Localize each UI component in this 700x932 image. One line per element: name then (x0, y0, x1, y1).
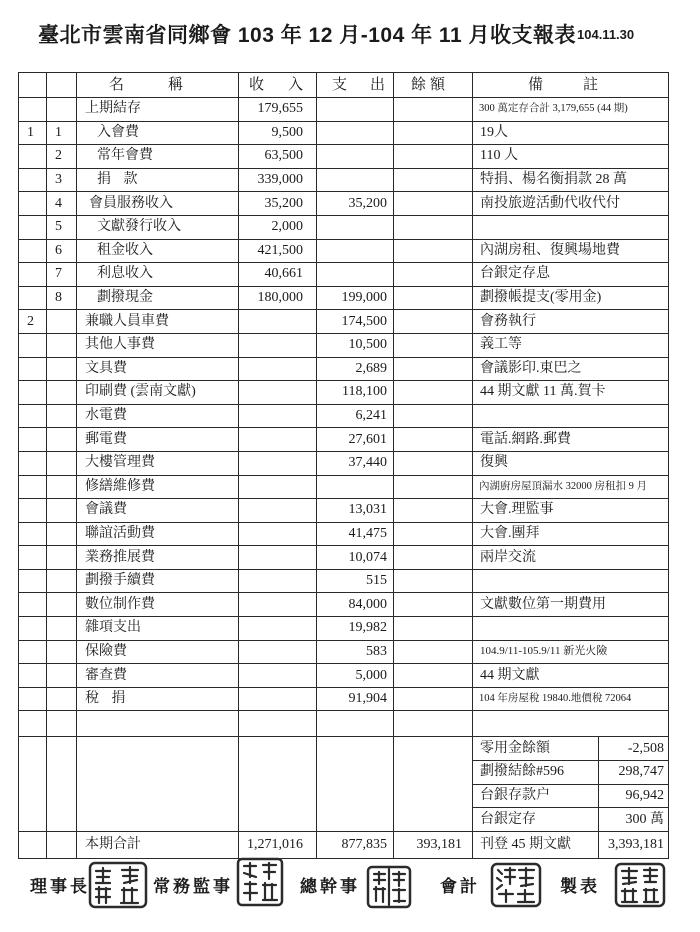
balance-amount (394, 145, 473, 169)
remark: 104.9/11-105.9/11 新光火險 (473, 640, 669, 664)
minor-index (47, 475, 77, 499)
expense-amount: 2,689 (317, 357, 394, 381)
minor-index: 4 (47, 192, 77, 216)
blank-cell (19, 831, 47, 858)
income-amount (239, 381, 317, 405)
total-remark: 刊登 45 期文獻 (473, 831, 599, 858)
table-row (19, 428, 669, 452)
item-name: 其他人事費 (77, 333, 239, 357)
remark (473, 404, 669, 428)
report-date: 104.11.30 (577, 27, 635, 42)
blank-cell (19, 737, 47, 831)
major-index (19, 451, 47, 475)
major-index (19, 381, 47, 405)
remark: 義工等 (473, 333, 669, 357)
item-name: 稅 捐 (77, 687, 239, 711)
item-name: 印刷費 (雲南文獻) (77, 381, 239, 405)
minor-index (47, 522, 77, 546)
major-index (19, 98, 47, 122)
table-row (19, 451, 669, 475)
blank-cell (77, 737, 239, 831)
expense-amount: 19,982 (317, 617, 394, 641)
total-income: 1,271,016 (239, 831, 317, 858)
blank-row (19, 711, 669, 737)
table-row (19, 522, 669, 546)
balance-amount (394, 310, 473, 334)
table-row (19, 98, 669, 122)
income-amount: 180,000 (239, 286, 317, 310)
balance-amount (394, 687, 473, 711)
minor-index: 3 (47, 168, 77, 192)
major-index (19, 546, 47, 570)
item-name: 雜項支出 (77, 617, 239, 641)
income-amount: 421,500 (239, 239, 317, 263)
summary-amount: 300 萬 (599, 808, 669, 832)
major-index (19, 617, 47, 641)
expense-amount: 41,475 (317, 522, 394, 546)
item-name: 文獻發行收入 (77, 215, 239, 239)
balance-amount (394, 617, 473, 641)
item-name: 劃撥現金 (77, 286, 239, 310)
total-row (19, 831, 669, 858)
blank-cell (239, 711, 317, 737)
header-income: 收入 (239, 73, 317, 98)
major-index (19, 428, 47, 452)
income-amount: 40,661 (239, 263, 317, 287)
major-index (19, 357, 47, 381)
remark (473, 215, 669, 239)
minor-index (47, 98, 77, 122)
expense-amount (317, 475, 394, 499)
income-amount (239, 475, 317, 499)
minor-index (47, 333, 77, 357)
major-index (19, 475, 47, 499)
balance-amount (394, 239, 473, 263)
balance-amount (394, 475, 473, 499)
minor-index (47, 428, 77, 452)
minor-index (47, 569, 77, 593)
balance-amount (394, 522, 473, 546)
minor-index (47, 593, 77, 617)
major-index (19, 404, 47, 428)
item-name: 聯誼活動費 (77, 522, 239, 546)
seal-stamp-icon (88, 861, 148, 909)
seal-stamp-icon (614, 862, 666, 908)
expense-amount: 5,000 (317, 664, 394, 688)
item-name: 上期結存 (77, 98, 239, 122)
minor-index: 7 (47, 263, 77, 287)
balance-amount (394, 381, 473, 405)
balance-amount (394, 192, 473, 216)
balance-amount (394, 546, 473, 570)
remark: 兩岸交流 (473, 546, 669, 570)
income-amount: 35,200 (239, 192, 317, 216)
income-amount (239, 357, 317, 381)
income-amount (239, 404, 317, 428)
report-title: 臺北市雲南省同鄉會 103 年 12 月-104 年 11 月收支報表 (38, 24, 576, 47)
item-name: 水電費 (77, 404, 239, 428)
table-header-row (19, 73, 669, 98)
remark: 300 萬定存合計 3,179,655 (44 期) (473, 98, 669, 122)
minor-index (47, 617, 77, 641)
summary-row (19, 737, 669, 761)
total-expense: 877,835 (317, 831, 394, 858)
item-name: 會員服務收入 (77, 192, 239, 216)
table-row (19, 381, 669, 405)
item-name: 兼職人員車費 (77, 310, 239, 334)
major-index (19, 215, 47, 239)
blank-cell (47, 737, 77, 831)
blank-cell (317, 711, 394, 737)
income-amount (239, 499, 317, 523)
expense-amount: 10,074 (317, 546, 394, 570)
minor-index: 1 (47, 121, 77, 145)
income-amount (239, 428, 317, 452)
income-amount (239, 569, 317, 593)
table-row (19, 286, 669, 310)
major-index (19, 499, 47, 523)
remark: 會務執行 (473, 310, 669, 334)
major-index (19, 687, 47, 711)
expense-amount (317, 121, 394, 145)
blank-cell (77, 711, 239, 737)
balance-amount (394, 499, 473, 523)
major-index (19, 168, 47, 192)
item-name: 郵電費 (77, 428, 239, 452)
major-index (19, 640, 47, 664)
major-index (19, 263, 47, 287)
expense-amount (317, 263, 394, 287)
minor-index (47, 357, 77, 381)
major-index (19, 522, 47, 546)
income-amount (239, 687, 317, 711)
remark: 19人 (473, 121, 669, 145)
item-name: 保險費 (77, 640, 239, 664)
item-name: 租金收入 (77, 239, 239, 263)
income-amount (239, 617, 317, 641)
blank-cell (19, 711, 47, 737)
income-amount (239, 546, 317, 570)
remark: 104 年房屋稅 19840.地價稅 72064 (473, 687, 669, 711)
minor-index (47, 381, 77, 405)
major-index (19, 145, 47, 169)
summary-amount: 96,942 (599, 784, 669, 808)
role-standing-supervisor: 常務監事 (153, 877, 233, 896)
remark: 台銀定存息 (473, 263, 669, 287)
table-row (19, 263, 669, 287)
seal-stamp-icon (236, 857, 284, 907)
minor-index: 2 (47, 145, 77, 169)
minor-index (47, 404, 77, 428)
role-general-secretary: 總幹事 (300, 877, 360, 896)
major-index (19, 664, 47, 688)
seal-stamp-icon (366, 865, 412, 909)
financial-statement-table (18, 72, 669, 859)
balance-amount (394, 640, 473, 664)
expense-amount: 27,601 (317, 428, 394, 452)
expense-amount: 35,200 (317, 192, 394, 216)
balance-amount (394, 121, 473, 145)
minor-index (47, 640, 77, 664)
remark: 內湖廚房屋頂漏水 32000 房租扣 9 月 (473, 475, 669, 499)
minor-index (47, 546, 77, 570)
table-row (19, 168, 669, 192)
income-amount: 179,655 (239, 98, 317, 122)
table-row (19, 404, 669, 428)
remark: 特捐、楊名衡捐款 28 萬 (473, 168, 669, 192)
minor-index: 6 (47, 239, 77, 263)
balance-amount (394, 664, 473, 688)
expense-amount (317, 98, 394, 122)
income-amount: 9,500 (239, 121, 317, 145)
table-row (19, 192, 669, 216)
expense-amount: 583 (317, 640, 394, 664)
seal-stamp-icon (490, 862, 542, 908)
table-row (19, 569, 669, 593)
major-index (19, 239, 47, 263)
item-name: 捐 款 (77, 168, 239, 192)
income-amount: 339,000 (239, 168, 317, 192)
income-amount: 2,000 (239, 215, 317, 239)
minor-index (47, 451, 77, 475)
balance-amount (394, 593, 473, 617)
minor-index (47, 310, 77, 334)
income-amount: 63,500 (239, 145, 317, 169)
summary-label: 台銀定存 (473, 808, 599, 832)
income-amount (239, 310, 317, 334)
expense-amount: 13,031 (317, 499, 394, 523)
expense-amount: 37,440 (317, 451, 394, 475)
summary-amount: -2,508 (599, 737, 669, 761)
expense-amount: 174,500 (317, 310, 394, 334)
expense-amount (317, 168, 394, 192)
table-row (19, 640, 669, 664)
expense-amount: 199,000 (317, 286, 394, 310)
table-row (19, 215, 669, 239)
item-name: 大樓管理費 (77, 451, 239, 475)
remark: 會議影印.東巴之 (473, 357, 669, 381)
income-amount (239, 522, 317, 546)
item-name: 業務推展費 (77, 546, 239, 570)
table-row (19, 475, 669, 499)
minor-index (47, 499, 77, 523)
header-remark: 備註 (473, 73, 669, 98)
role-preparer: 製表 (560, 877, 600, 896)
item-name: 審查費 (77, 664, 239, 688)
balance-amount (394, 168, 473, 192)
major-index: 2 (19, 310, 47, 334)
minor-index: 8 (47, 286, 77, 310)
balance-amount (394, 404, 473, 428)
table-row (19, 617, 669, 641)
income-amount (239, 640, 317, 664)
expense-amount (317, 215, 394, 239)
item-name: 文具費 (77, 357, 239, 381)
table-row (19, 499, 669, 523)
major-index (19, 569, 47, 593)
remark (473, 569, 669, 593)
blank-cell (47, 711, 77, 737)
income-amount (239, 451, 317, 475)
blank-cell (473, 711, 669, 737)
remark (473, 617, 669, 641)
expense-amount: 91,904 (317, 687, 394, 711)
remark: 文獻數位第一期費用 (473, 593, 669, 617)
balance-amount (394, 333, 473, 357)
table-row (19, 121, 669, 145)
item-name: 會議費 (77, 499, 239, 523)
major-index (19, 333, 47, 357)
header-expense: 支出 (317, 73, 394, 98)
balance-amount (394, 98, 473, 122)
blank-cell (19, 73, 47, 98)
role-accountant: 會計 (440, 877, 480, 896)
total-balance: 393,181 (394, 831, 473, 858)
item-name: 利息收入 (77, 263, 239, 287)
income-amount (239, 593, 317, 617)
table-row (19, 687, 669, 711)
table-row (19, 310, 669, 334)
item-name: 入會費 (77, 121, 239, 145)
income-amount (239, 333, 317, 357)
remark: 44 期文獻 11 萬.賀卡 (473, 381, 669, 405)
summary-label: 劃撥結餘#596 (473, 761, 599, 785)
remark: 劃撥帳提支(零用金) (473, 286, 669, 310)
expense-amount: 84,000 (317, 593, 394, 617)
item-name: 修繕維修費 (77, 475, 239, 499)
expense-amount (317, 239, 394, 263)
balance-amount (394, 451, 473, 475)
total-label: 本期合計 (77, 831, 239, 858)
item-name: 數位制作費 (77, 593, 239, 617)
balance-amount (394, 569, 473, 593)
expense-amount: 118,100 (317, 381, 394, 405)
balance-amount (394, 215, 473, 239)
remark: 大會.團拜 (473, 522, 669, 546)
balance-amount (394, 263, 473, 287)
remark: 44 期文獻 (473, 664, 669, 688)
table-row (19, 357, 669, 381)
expense-amount: 10,500 (317, 333, 394, 357)
blank-cell (47, 73, 77, 98)
role-chairman: 理事長 (30, 877, 90, 896)
remark: 大會.理監事 (473, 499, 669, 523)
blank-cell (47, 831, 77, 858)
minor-index: 5 (47, 215, 77, 239)
expense-amount: 6,241 (317, 404, 394, 428)
major-index: 1 (19, 121, 47, 145)
remark: 110 人 (473, 145, 669, 169)
balance-amount (394, 286, 473, 310)
summary-amount: 298,747 (599, 761, 669, 785)
summary-label: 零用金餘額 (473, 737, 599, 761)
expense-amount: 515 (317, 569, 394, 593)
item-name: 常年會費 (77, 145, 239, 169)
blank-cell (317, 737, 394, 831)
remark: 南投旅遊活動代收代付 (473, 192, 669, 216)
blank-cell (394, 737, 473, 831)
table-row (19, 593, 669, 617)
major-index (19, 192, 47, 216)
minor-index (47, 664, 77, 688)
header-balance: 餘額 (394, 73, 473, 98)
remark: 復興 (473, 451, 669, 475)
income-amount (239, 664, 317, 688)
summary-label: 台銀存款户 (473, 784, 599, 808)
blank-cell (239, 737, 317, 831)
major-index (19, 593, 47, 617)
total-remark-amount: 3,393,181 (599, 831, 669, 858)
item-name: 劃撥手續費 (77, 569, 239, 593)
header-name: 名稱 (77, 73, 239, 98)
table-row (19, 145, 669, 169)
blank-cell (394, 711, 473, 737)
table-row (19, 546, 669, 570)
remark: 電話.網路.郵費 (473, 428, 669, 452)
remark: 內湖房租、復興場地費 (473, 239, 669, 263)
balance-amount (394, 357, 473, 381)
table-row (19, 333, 669, 357)
minor-index (47, 687, 77, 711)
major-index (19, 286, 47, 310)
expense-amount (317, 145, 394, 169)
balance-amount (394, 428, 473, 452)
table-row (19, 664, 669, 688)
table-row (19, 239, 669, 263)
